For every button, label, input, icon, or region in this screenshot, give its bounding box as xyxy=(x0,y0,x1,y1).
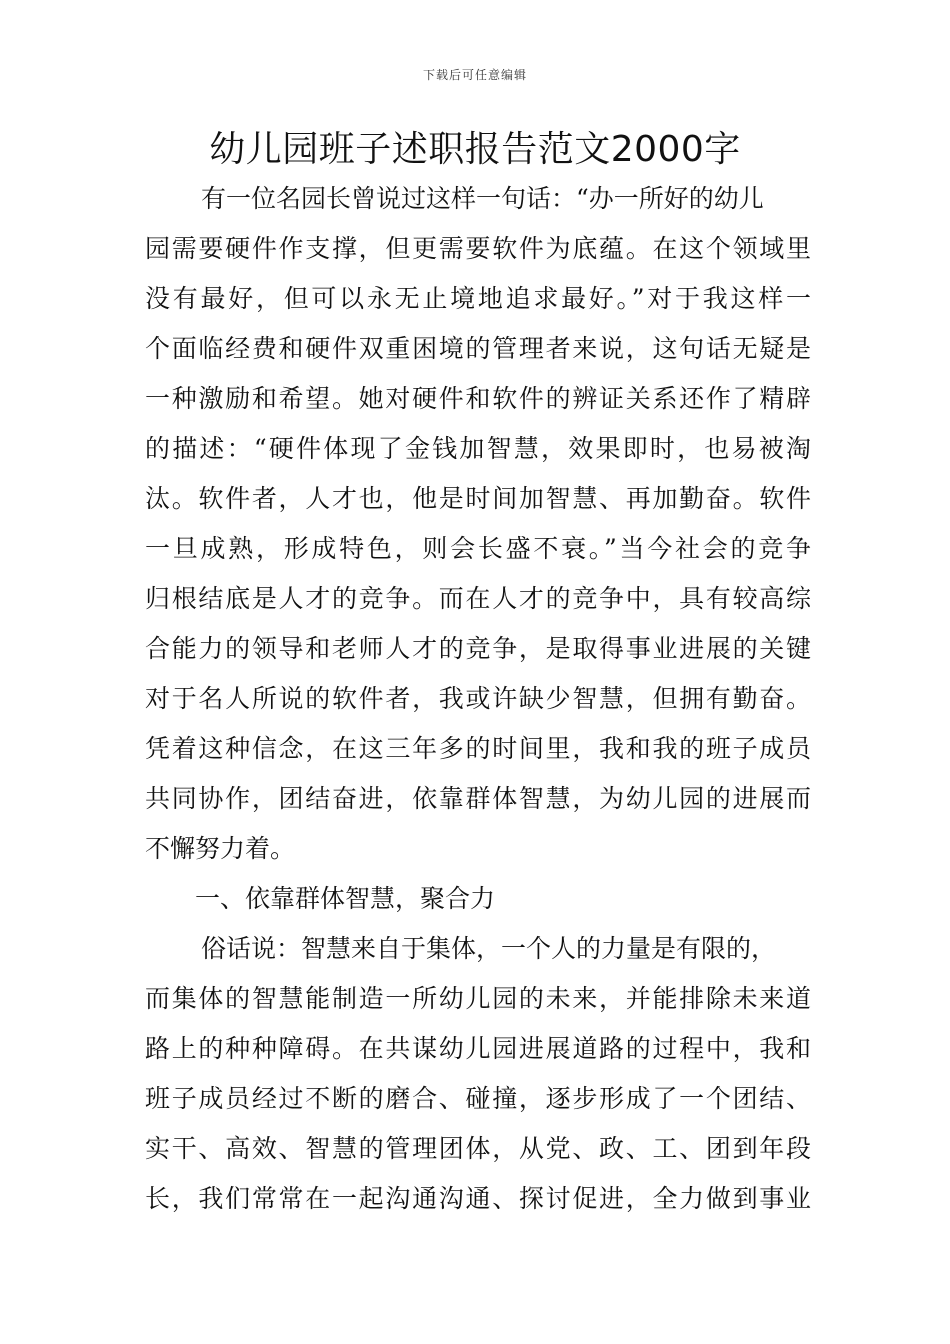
body-line: 而集体的智慧能制造一所幼儿园的未来，并能排除未来道 xyxy=(145,984,811,1013)
body-line: 汰。软件者，人才也，他是时间加智慧、再加勤奋。软件 xyxy=(145,484,811,513)
body-line: 长，我们常常在一起沟通沟通、探讨促进，全力做到事业 xyxy=(145,1184,811,1213)
section-heading: 一、依靠群体智慧，聚合力 xyxy=(195,884,496,913)
body-line: 园需要硬件作支撑，但更需要软件为底蕴。在这个领域里 xyxy=(145,234,811,263)
body-line: 俗话说：智慧来自于集体，一个人的力量是有限的， xyxy=(201,934,777,963)
body-line: 合能力的领导和老师人才的竞争，是取得事业进展的关键 xyxy=(145,634,811,663)
body-line: 一旦成熟，形成特色，则会长盛不衰。”当今社会的竞争 xyxy=(145,534,811,563)
body-line: 实干、高效、智慧的管理团体，从党、政、工、团到年段 xyxy=(145,1134,811,1163)
body-line: 凭着这种信念，在这三年多的时间里，我和我的班子成员 xyxy=(145,734,811,763)
body-line: 归根结底是人才的竞争。而在人才的竞争中，具有较高综 xyxy=(145,584,811,613)
body-line: 个面临经费和硬件双重困境的管理者来说，这句话无疑是 xyxy=(145,334,811,363)
document-body xyxy=(145,174,811,1224)
body-line: 有一位名园长曾说过这样一句话：“办一所好的幼儿 xyxy=(201,184,764,213)
document-title: 幼儿园班子述职报告范文2000字 xyxy=(209,129,741,170)
body-line: 对于名人所说的软件者，我或许缺少智慧，但拥有勤奋。 xyxy=(145,684,811,713)
body-line: 一种激励和希望。她对硬件和软件的辨证关系还作了精辟 xyxy=(145,384,811,413)
body-line: 的描述：“硬件体现了金钱加智慧，效果即时，也易被淘 xyxy=(145,434,811,463)
body-line: 班子成员经过不断的磨合、碰撞，逐步形成了一个团结、 xyxy=(145,1084,811,1113)
body-line: 共同协作，团结奋进，依靠群体智慧，为幼儿园的进展而 xyxy=(145,784,811,813)
body-line: 路上的种种障碍。在共谋幼儿园进展道路的过程中，我和 xyxy=(145,1034,811,1063)
header-note: 下载后可任意编辑 xyxy=(422,68,527,82)
body-line: 没有最好，但可以永无止境地追求最好。”对于我这样一 xyxy=(145,284,811,313)
body-line: 不懈努力着。 xyxy=(145,834,296,863)
